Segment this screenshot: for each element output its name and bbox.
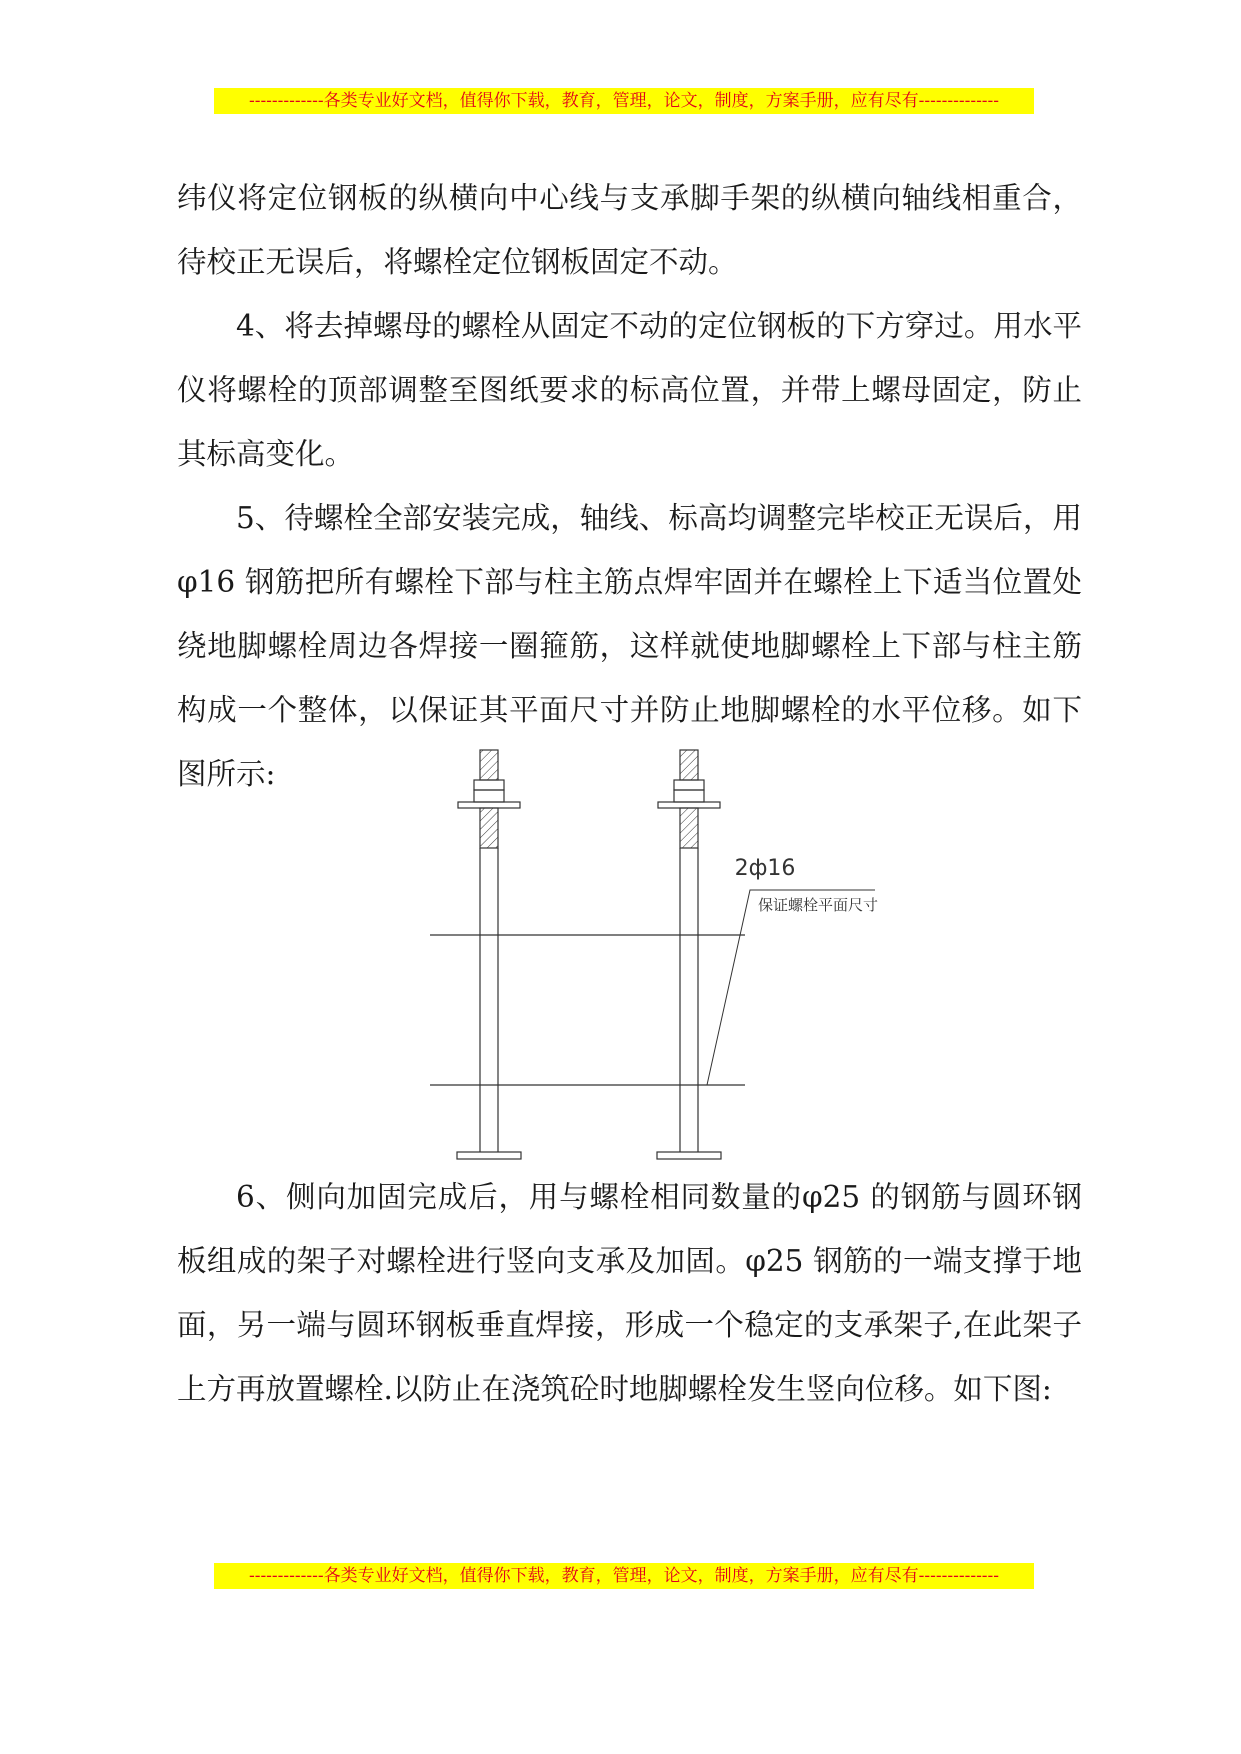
footer-banner: -------------各类专业好文档，值得你下载，教育，管理，论文，制度，方案手册，应有尽有--------------: [214, 1563, 1034, 1589]
body-text-upper: [177, 166, 1082, 806]
label-leader-line: [707, 890, 875, 1085]
paragraph-step-5: 5、待螺栓全部安装完成，轴线、标高均调整完毕校正无误后，用φ16 钢筋把所有螺栓下部与柱主筋点焊牢固并在螺栓上下适当位置处绕地脚螺栓周边各焊接一圈箍筋，这样就使地脚螺栓上下部与柱主筋构成一个整体，以保证其平面尺寸并防止地脚螺栓的水平位移。如下图所示:: [177, 501, 1082, 791]
anchor-bolt-diagram: [420, 745, 879, 1165]
paragraph-continued: 纬仪将定位钢板的纵横向中心线与支承脚手架的纵横向轴线相重合，待校正无误后，将螺栓定位钢板固定不动。: [177, 181, 1082, 279]
header-banner: -------------各类专业好文档，值得你下载，教育，管理，论文，制度，方案手册，应有尽有--------------: [214, 88, 1034, 114]
anchor-bolt-right: [657, 750, 721, 1159]
anchor-bolt-left: [457, 750, 521, 1159]
body-text-lower: [177, 1165, 1082, 1421]
paragraph-step-6: 6、侧向加固完成后，用与螺栓相同数量的φ25 的钢筋与圆环钢板组成的架子对螺栓进行竖向支承及加固。φ25 钢筋的一端支撑于地面，另一端与圆环钢板垂直焊接，形成一个稳定的支承架子,在此架子上方再放置螺栓.以防止在浇筑砼时地脚螺栓发生竖向位移。如下图:: [177, 1180, 1082, 1406]
rebar-label: 2ф16: [734, 856, 796, 881]
paragraph-step-4: 4、将去掉螺母的螺栓从固定不动的定位钢板的下方穿过。用水平仪将螺栓的顶部调整至图纸要求的标高位置，并带上螺母固定，防止其标高变化。: [177, 309, 1082, 471]
note-label: 保证螺栓平面尺寸: [758, 896, 879, 914]
